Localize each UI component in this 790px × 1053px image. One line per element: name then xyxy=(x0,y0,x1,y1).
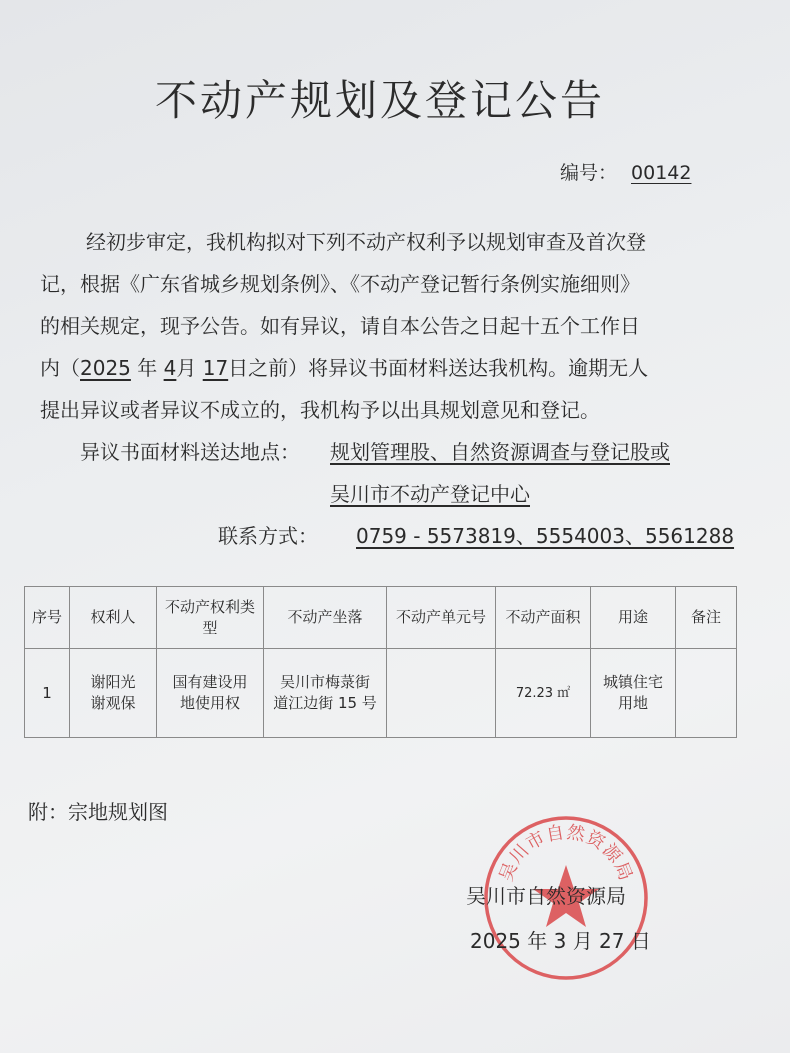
issuer-name: 吴川市自然资源局 xyxy=(466,884,626,908)
header-unit-no: 不动产单元号 xyxy=(387,587,496,649)
cell-location: 吴川市梅菉街 道江边街 15 号 xyxy=(264,649,387,738)
header-no: 序号 xyxy=(25,587,70,649)
cell-no: 1 xyxy=(25,649,70,738)
table-row xyxy=(25,649,737,738)
doc-number-value: 00142 xyxy=(631,162,692,184)
property-table xyxy=(24,586,737,738)
document-number xyxy=(560,158,705,185)
header-use: 用途 xyxy=(591,587,676,649)
address-line-2: 吴川市不动产登记中心 xyxy=(330,482,530,506)
cell-area: 72.23 ㎡ xyxy=(496,649,591,738)
table-header-row xyxy=(25,587,737,649)
body-line-3: 的相关规定，现予公告。如有异议，请自本公告之日起十五个工作日 xyxy=(40,314,640,338)
issue-date: 2025 年 3 月 27 日 xyxy=(470,929,651,953)
attachment-note: 附：宗地规划图 xyxy=(28,800,168,824)
header-location: 不动产坐落 xyxy=(264,587,387,649)
header-holder: 权利人 xyxy=(70,587,157,649)
contact-value: 0759 - 5573819、5554003、5561288 xyxy=(356,524,735,548)
body-line-2: 记，根据《广东省城乡规划条例》、《不动产登记暂行条例实施细则》 xyxy=(40,272,640,296)
address-label: 异议书面材料送达地点： xyxy=(80,440,300,464)
cell-note xyxy=(676,649,737,738)
doc-number-label: 编号： xyxy=(560,162,618,184)
deadline-month: 4 xyxy=(163,356,177,380)
address-line-1: 规划管理股、自然资源调查与登记股或 xyxy=(330,440,670,464)
cell-unit-no xyxy=(387,649,496,738)
cell-holder: 谢阳光 谢观保 xyxy=(70,649,157,738)
contact-label: 联系方式： xyxy=(218,524,318,548)
cell-use: 城镇住宅 用地 xyxy=(591,649,676,738)
body-line-4: 内（2025 年 4月 17日之前）将异议书面材料送达我机构。逾期无人 xyxy=(40,356,649,380)
notice-title: 不动产规划及登记公告 xyxy=(154,76,605,125)
cell-right-type: 国有建设用 地使用权 xyxy=(157,649,264,738)
deadline-day: 17 xyxy=(202,356,229,380)
header-area: 不动产面积 xyxy=(496,587,591,649)
header-right-type: 不动产权利类型 xyxy=(157,587,264,649)
deadline-year: 2025 xyxy=(80,356,131,380)
svg-text:吴川市自然资源局: 吴川市自然资源局 xyxy=(495,821,637,885)
body-line-5: 提出异议或者异议不成立的，我机构予以出具规划意见和登记。 xyxy=(40,398,600,422)
body-line-1: 经初步审定，我机构拟对下列不动产权利予以规划审查及首次登 xyxy=(86,230,646,254)
header-note: 备注 xyxy=(676,587,737,649)
